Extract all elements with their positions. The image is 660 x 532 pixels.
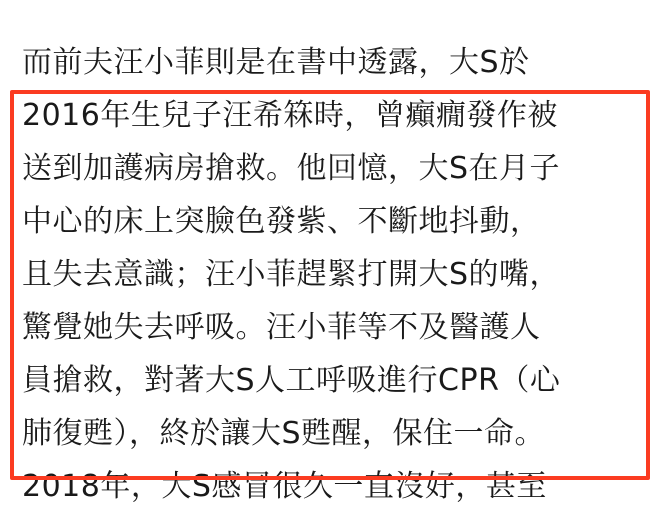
text-line: 2018年，大S感冒很久一直沒好，甚至 xyxy=(22,469,547,504)
text-line: 送到加護病房搶救。他回憶，大S在月子 xyxy=(22,151,561,186)
text-line: 且失去意識；汪小菲趕緊打開大S的嘴， xyxy=(22,257,561,292)
text-line: 驚覺她失去呼吸。汪小菲等不及醫護人 xyxy=(22,310,541,345)
text-line: 2016年生兒子汪希箖時，曾癲癇發作被 xyxy=(22,98,558,133)
text-line: 中心的床上突臉色發紫、不斷地抖動， xyxy=(22,204,541,239)
text-line: 員搶救，對著大S人工呼吸進行CPR（心 xyxy=(22,363,561,398)
text-line: 而前夫汪小菲則是在書中透露，大S於 xyxy=(22,45,530,80)
text-line: 肺復甦），終於讓大S甦醒，保住一命。 xyxy=(22,416,546,451)
